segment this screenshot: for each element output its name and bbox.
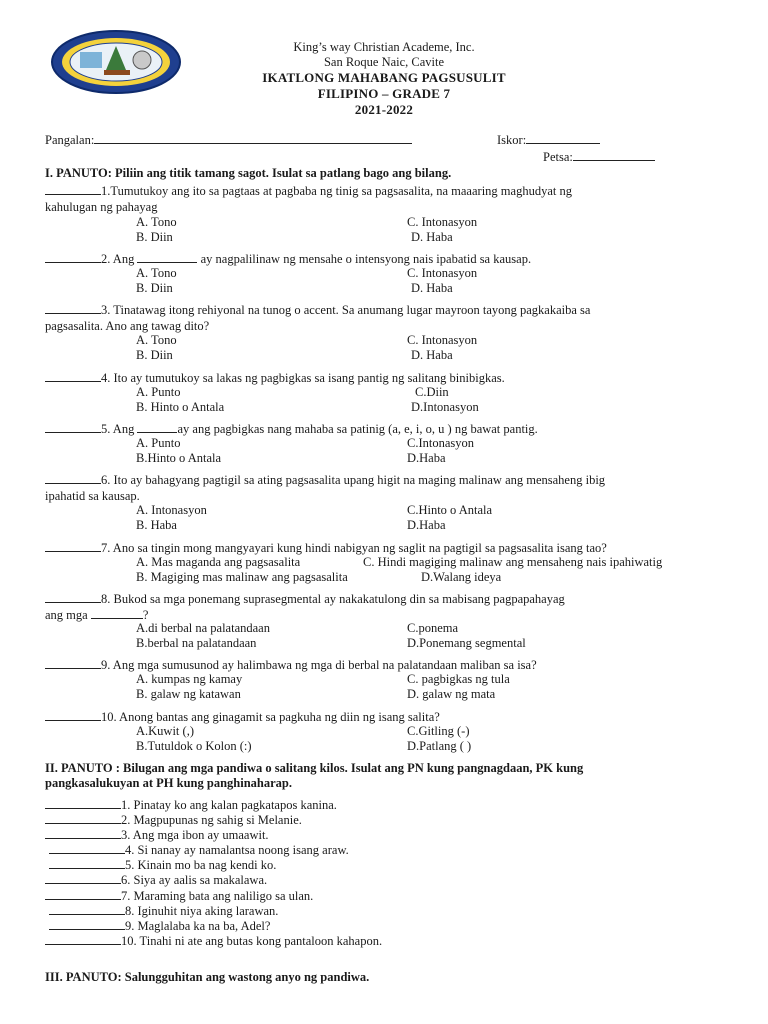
answer-blank[interactable] [49, 857, 125, 869]
option-a: A. Intonasyon [136, 503, 207, 517]
question-2 [45, 251, 735, 267]
option-a: A. Punto [136, 436, 181, 450]
option-a: A.Kuwit (,) [136, 724, 194, 738]
question-5 [45, 421, 735, 437]
part2-heading: II. PANUTO : Bilugan ang mga pandiwa o salitang kilos. Isulat ang PN kung pangnagdaan, PK kung [45, 761, 584, 775]
list-item [49, 857, 276, 873]
option-a: A.di berbal na palatandaan [136, 621, 270, 635]
option-a: A. Tono [136, 333, 177, 347]
question-text: 1.Tumutukoy ang ito sa pagtaas at pagbaba ng tinig sa pagsasalita, na maaaring maghudyat ng [101, 184, 572, 198]
item-text: 5. Kinain mo ba nag kendi ko. [125, 858, 277, 872]
item-text: 7. Maraming bata ang naliligo sa ulan. [121, 889, 314, 903]
option-d: D.Haba [407, 451, 446, 465]
option-c: C.Hinto o Antala [407, 503, 493, 517]
option-c: C.Diin [415, 385, 449, 399]
answer-blank[interactable] [49, 918, 125, 930]
option-b: B. Magiging mas malinaw ang pagsasalita [136, 570, 348, 584]
item-text: 4. Si nanay ay namalantsa noong isang araw. [125, 843, 349, 857]
option-a: A. Tono [136, 266, 177, 280]
question-6 [45, 472, 735, 504]
option-c: C.Gitling (-) [407, 724, 470, 738]
school-year: 2021-2022 [354, 102, 414, 117]
answer-blank[interactable] [45, 251, 101, 263]
question-text: 9. Ang mga sumusunod ay halimbawa ng mga di berbal na palatandaan maliban sa isa? [101, 658, 537, 672]
list-item [45, 933, 382, 949]
answer-blank[interactable] [45, 827, 121, 839]
question-8 [45, 591, 735, 623]
list-item [45, 812, 302, 828]
question-text: 2. Ang [101, 252, 135, 266]
option-d: D.Ponemang segmental [407, 636, 526, 650]
answer-blank[interactable] [45, 472, 101, 484]
option-b: B.Hinto o Antala [136, 451, 222, 465]
name-blank[interactable] [94, 132, 412, 144]
option-b: B. Diin [136, 281, 173, 295]
option-c: C.ponema [407, 621, 459, 635]
item-text: 9. Maglalaba ka na ba, Adel? [125, 919, 271, 933]
option-d: D.Intonasyon [411, 400, 479, 414]
school-address: San Roque Naic, Cavite [323, 55, 445, 69]
option-c: C. Intonasyon [407, 333, 478, 347]
answer-blank[interactable] [45, 183, 101, 195]
question-text: 5. Ang [101, 422, 135, 436]
fill-blank [137, 421, 177, 433]
list-item [49, 903, 278, 919]
option-d: D.Haba [407, 518, 446, 532]
option-b: B. galaw ng katawan [136, 687, 241, 701]
date-blank[interactable] [573, 149, 655, 161]
answer-blank[interactable] [45, 657, 101, 669]
fill-blank [137, 251, 197, 263]
option-d: D. Haba [411, 348, 453, 362]
question-text-cont: pagsasalita. Ano ang tawag dito? [45, 319, 210, 333]
exam-title: IKATLONG MAHABANG PAGSUSULIT [262, 70, 506, 85]
question-text-cont: ay nagpalilinaw ng mensahe o intensyong nais ipabatid sa kausap. [200, 252, 532, 266]
option-b: B. Diin [136, 348, 173, 362]
question-1 [45, 183, 735, 215]
option-a: A. kumpas ng kamay [136, 672, 243, 686]
option-c: C. Hindi magiging malinaw ang mensaheng nais ipahiwatig [363, 555, 663, 569]
fill-blank [91, 607, 143, 619]
option-d: D.Walang ideya [421, 570, 502, 584]
item-text: 3. Ang mga ibon ay umaawit. [121, 828, 269, 842]
question-9 [45, 657, 735, 673]
question-text-cont: ipahatid sa kausap. [45, 489, 140, 503]
list-item [45, 888, 313, 904]
item-text: 10. Tinahi ni ate ang butas kong pantaloon kahapon. [121, 934, 383, 948]
option-a: A. Tono [136, 215, 177, 229]
answer-blank[interactable] [45, 370, 101, 382]
option-c: C. Intonasyon [407, 215, 478, 229]
question-text: 8. Bukod sa mga ponemang suprasegmental ay nakakatulong din sa mabisang pagpapahayag [101, 592, 565, 606]
option-b: B.Tutuldok o Kolon (:) [136, 739, 252, 753]
answer-blank[interactable] [45, 302, 101, 314]
option-c: C. pagbigkas ng tula [407, 672, 510, 686]
option-d: D. Haba [411, 230, 453, 244]
question-text: 3. Tinatawag itong rehiyonal na tunog o accent. Sa anumang lugar mayroon tayong pagkakaiba sa [101, 303, 591, 317]
question-text: 7. Ano sa tingin mong mangyayari kung hindi nabigyan ng saglit na pagtigil sa pagsasalita isang tao? [101, 541, 607, 555]
option-b: B. Haba [136, 518, 177, 532]
list-item [49, 918, 270, 934]
item-text: 6. Siya ay aalis sa makalawa. [121, 873, 268, 887]
option-b: B. Hinto o Antala [136, 400, 225, 414]
answer-blank[interactable] [45, 812, 121, 824]
option-c: C.Intonasyon [407, 436, 475, 450]
part2-heading-cont: pangkasalukuyan at PH kung panghinaharap. [45, 776, 292, 790]
option-b: B. Diin [136, 230, 173, 244]
list-item [45, 797, 337, 813]
option-b: B.berbal na palatandaan [136, 636, 257, 650]
question-text: 4. Ito ay tumutukoy sa lakas ng pagbigkas sa isang pantig ng salitang binibigkas. [101, 371, 505, 385]
option-a: A. Punto [136, 385, 181, 399]
question-7 [45, 540, 735, 556]
option-d: D. galaw ng mata [407, 687, 496, 701]
item-text: 1. Pinatay ko ang kalan pagkatapos kanina. [121, 798, 337, 812]
option-a: A. Mas maganda ang pagsasalita [136, 555, 301, 569]
list-item [45, 827, 269, 843]
item-text: 8. Iginuhit niya aking larawan. [125, 904, 279, 918]
option-c: C. Intonasyon [407, 266, 478, 280]
question-text-cont: ay ang pagbigkas nang mahaba sa patinig (a, e, i, o, u ) ng bawat pantig. [177, 422, 538, 436]
answer-blank[interactable] [45, 709, 101, 721]
name-label: Pangalan: [45, 133, 95, 147]
answer-blank[interactable] [45, 872, 121, 884]
question-mark: ? [142, 608, 149, 622]
answer-blank[interactable] [49, 842, 125, 854]
school-name: King’s way Christian Academe, Inc. [293, 40, 475, 54]
date-label: Petsa: [543, 150, 573, 164]
part3-heading: III. PANUTO: Salungguhitan ang wastong anyo ng pandiwa. [45, 970, 370, 984]
name-field[interactable] [45, 132, 412, 148]
score-label: Iskor: [497, 133, 527, 147]
answer-blank[interactable] [45, 540, 101, 552]
option-d: D.Patlang ( ) [407, 739, 472, 753]
question-text: 6. Ito ay bahagyang pagtigil sa ating pagsasalita upang higit na maging malinaw ang mensaheng ibig [101, 473, 606, 487]
list-item [49, 842, 349, 858]
question-text: 10. Anong bantas ang ginagamit sa pagkuha ng diin ng isang salita? [101, 710, 440, 724]
answer-blank[interactable] [49, 903, 125, 915]
answer-blank[interactable] [45, 797, 121, 809]
date-field[interactable] [543, 149, 655, 165]
list-item [45, 872, 267, 888]
answer-blank[interactable] [45, 591, 101, 603]
item-text: 2. Magpupunas ng sahig si Melanie. [121, 813, 302, 827]
part1-heading: I. PANUTO: Piliin ang titik tamang sagot. Isulat sa patlang bago ang bilang. [45, 166, 452, 180]
score-blank[interactable] [526, 132, 600, 144]
answer-blank[interactable] [45, 421, 101, 433]
question-10 [45, 709, 735, 725]
question-text-cont: ang mga [45, 608, 88, 622]
question-3 [45, 302, 735, 334]
answer-blank[interactable] [45, 888, 121, 900]
score-field[interactable] [497, 132, 600, 148]
answer-blank[interactable] [45, 933, 121, 945]
subject-title: FILIPINO – GRADE 7 [317, 86, 451, 101]
option-d: D. Haba [411, 281, 453, 295]
question-text-cont: kahulugan ng pahayag [45, 200, 158, 214]
question-4 [45, 370, 735, 386]
